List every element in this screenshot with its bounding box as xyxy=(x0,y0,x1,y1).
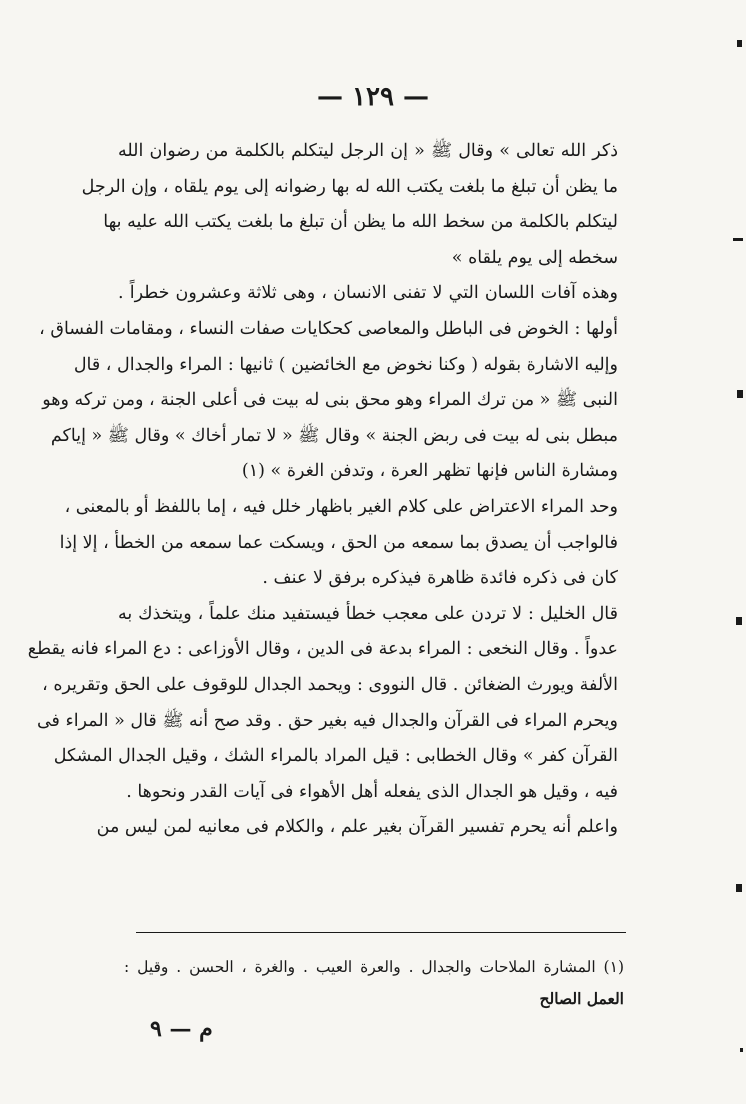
text-line: وإليه الاشارة بقوله ( وكنا نخوض مع الخائضين ) ثانيها : المراء والجدال ، قال xyxy=(73,354,618,375)
text-line: ويحرم المراء فى القرآن والجدال فيه بغير حق . وقد صح أنه ﷺ قال « المراء فى xyxy=(36,710,618,731)
margin-mark xyxy=(737,40,742,47)
text-line: ليتكلم بالكلمة من سخط الله ما يظن أن تبلغ ما بلغت يكتب الله عليه بها xyxy=(103,212,618,233)
margin-mark xyxy=(733,238,743,241)
page-number: — ١٢٩ — xyxy=(316,82,430,112)
text-line: ومشارة الناس فإنها تظهر العرة ، وتدفن الغرة » (١) xyxy=(241,461,618,482)
body-text xyxy=(27,134,618,846)
text-line: القرآن كفر » وقال الخطابى : قيل المراد بالمراء الشك ، وقيل الجدال المشكل xyxy=(53,746,618,767)
footnotes xyxy=(124,951,624,1015)
text-line: واعلم أنه يحرم تفسير القرآن بغير علم ، والكلام فى معانيه لمن ليس من xyxy=(96,817,618,838)
text-line: عدواً . وقال النخعى : المراء بدعة فى الدين ، وقال الأوزاعى : دع المراء فانه يقطع xyxy=(27,639,618,660)
footnote-line: العمل الصالح xyxy=(539,989,624,1008)
text-line: أولها : الخوض فى الباطل والمعاصى كحكايات صفات النساء ، ومقامات الفساق ، xyxy=(39,318,618,339)
text-line: قال الخليل : لا تردن على معجب خطأ فيستفيد منك علماً ، ويتخذك به xyxy=(118,603,618,624)
text-line: ذكر الله تعالى » وقال ﷺ « إن الرجل ليتكلم بالكلمة من رضوان الله xyxy=(118,141,618,161)
text-line: وهذه آفات اللسان التي لا تفنى الانسان ، وهى ثلاثة وعشرون خطراً . xyxy=(118,283,618,304)
margin-mark xyxy=(737,390,743,398)
footnote-divider xyxy=(136,932,626,933)
margin-mark xyxy=(736,617,742,625)
text-line: مبطل بنى له بيت فى ربض الجنة » وقال ﷺ « لا تمار أخاك » وقال ﷺ « إياكم xyxy=(50,425,618,446)
printer-signature: م — ٩ xyxy=(150,1016,213,1042)
footnote-line: (١) المشارة الملاحات والجدال . والعرة العيب . والغرة ، الحسن . وقيل : xyxy=(124,958,624,976)
text-line: ما يظن أن تبلغ ما بلغت يكتب الله له بها رضوانه إلى يوم يلقاه ، وإن الرجل xyxy=(81,176,618,197)
margin-mark xyxy=(736,884,742,892)
text-line: كان فى ذكره فائدة ظاهرة فيذكره برفق لا عنف . xyxy=(262,568,618,589)
text-line: وحد المراء الاعتراض على كلام الغير باظهار خلل فيه ، إما باللفظ أو بالمعنى ، xyxy=(64,496,618,517)
text-line: فيه ، وقيل هو الجدال الذى يفعله أهل الأهواء فى آيات القدر ونحوها . xyxy=(126,781,618,802)
margin-mark xyxy=(740,1048,743,1052)
text-line: فالواجب أن يصدق بما سمعه من الحق ، ويسكت عما سمعه من الخطأ ، إلا إذا xyxy=(59,532,618,553)
text-line: سخطه إلى يوم يلقاه » xyxy=(451,247,618,268)
text-line: النبى ﷺ « من ترك المراء وهو محق بنى له بيت فى أعلى الجنة ، ومن تركه وهو xyxy=(42,390,618,411)
text-line: الألفة ويورث الضغائن . قال النووى : ويحمد الجدال للوقوف على الحق وتقريره ، xyxy=(42,674,618,695)
